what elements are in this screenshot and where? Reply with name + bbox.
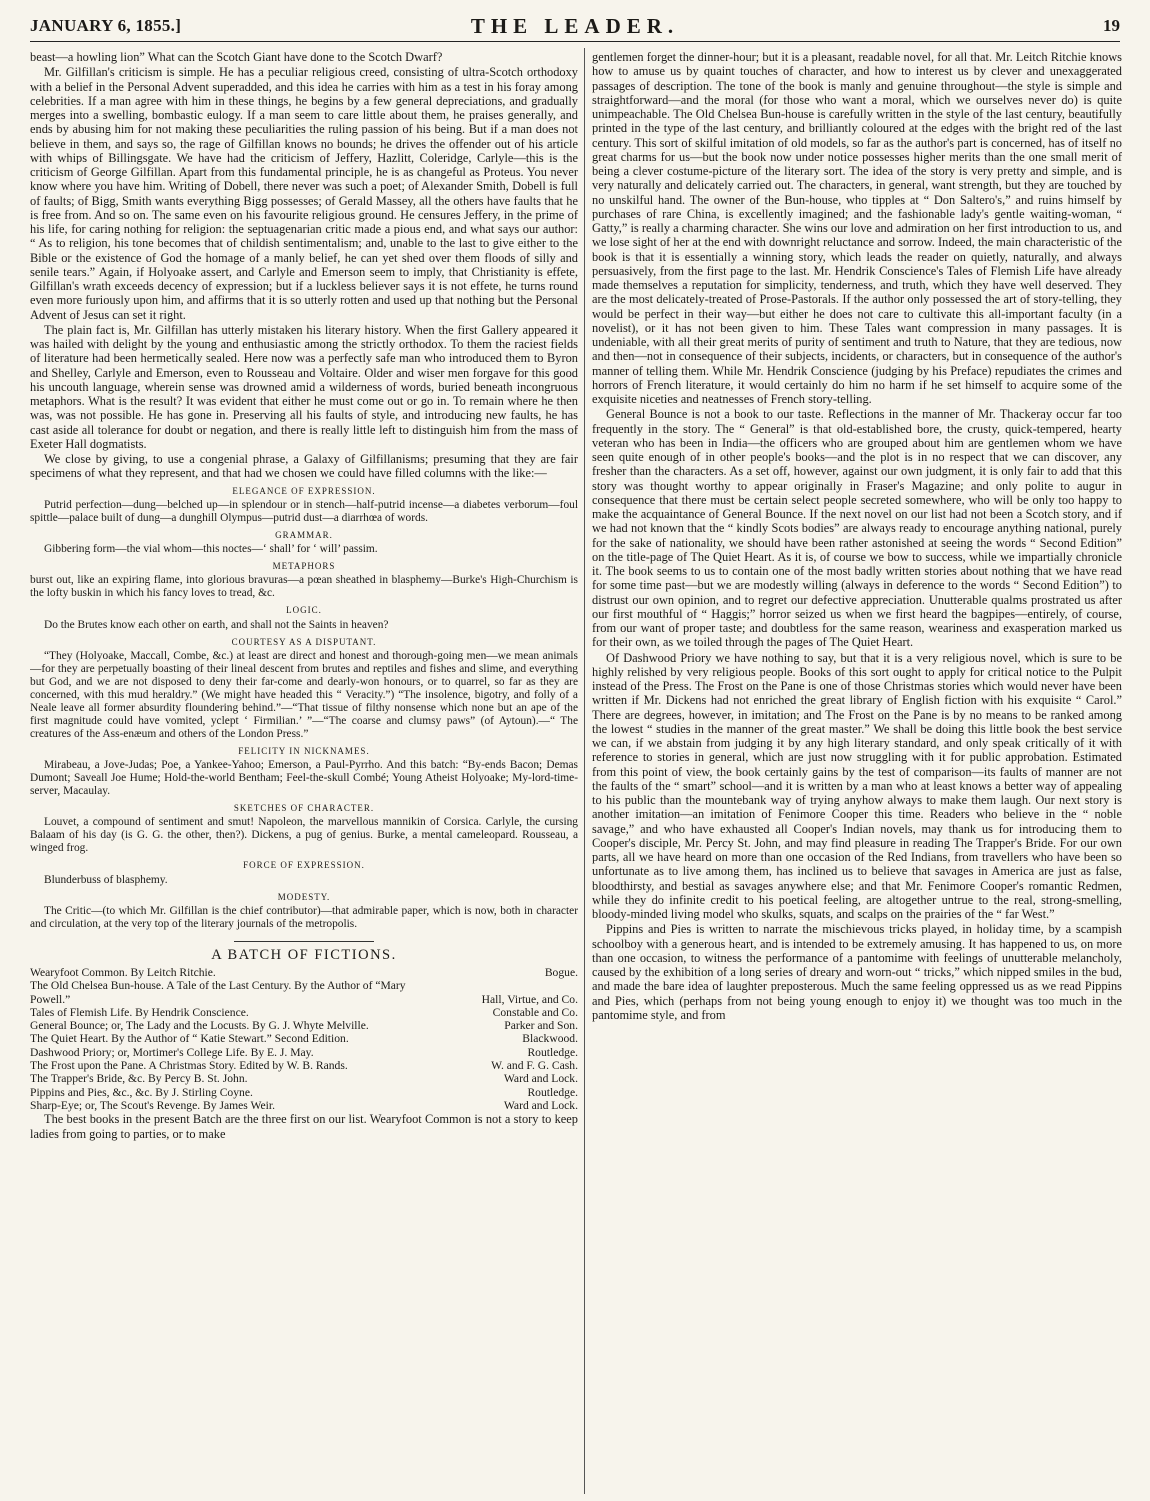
book-entry — [30, 1086, 578, 1099]
book-publisher: Parker and Son. — [504, 1019, 578, 1033]
book-publisher: Ward and Lock. — [503, 1098, 578, 1112]
book-title: Sharp-Eye; or, The Scout's Revenge. By James Weir. — [30, 1098, 275, 1112]
quotation: Louvet, a compound of sentiment and smut! Napoleon, the marvellous mannikin of Corsica. Carlyle, the cursing Balaam of his day (is G. G. the other, then?). Dickens, a pug of genius. Burke, a mental cameleopard. Rousseau, a winged frog. — [30, 816, 578, 855]
quotation: Blunderbuss of blasphemy. — [44, 873, 168, 886]
quotation: “They (Holyoake, Maccall, Combe, &c.) at least are direct and honest and thorough-going men—we mean animals—for they are perpetually boasting of their lineal descent from brutes and reptiles and fishes and slime, and everything but God, and we are not disposed to deny their far-come and dearly-won honours, or to quarrel, so far as they are concerned, with this mud heraldry.” (We might have headed this “ Veracity.”) “The insolence, bigotry, and folly of a Neale leave all former absurdity floundering behind.”—“That tissue of filthy nonsense which none but an ape of the first magnitude could have vomited, yclept ‘ Firmilian.’ ”—“The coarse and clumsy paws” (of Aytoun).—“ The creatures of the Ass-enæum and others of the London Press.” — [30, 649, 578, 740]
quotation: Do the Brutes know each other on earth, and shall not the Saints in heaven? — [44, 618, 389, 631]
book-publisher: Routledge. — [527, 1045, 578, 1059]
quotation: Putrid perfection—dung—belched up—in splendour or in stench—half-putrid incense—a diabetes verborum—foul spittle—palace built of dung—a dunghill Olympus—putrid dust—a diarrhœa of words. — [30, 498, 578, 524]
page-header — [30, 12, 1120, 42]
book-title: Pippins and Pies, &c., &c. By J. Stirling Coyne. — [30, 1085, 253, 1099]
book-publisher: Blackwood. — [522, 1032, 578, 1046]
subheading: METAPHORS — [272, 561, 336, 571]
subheading: LOGIC. — [286, 605, 322, 616]
book-entry — [30, 979, 578, 1006]
paragraph: Of Dashwood Priory we have nothing to say, but that it is a very religious novel, which is sure to be highly relished by very religious people. Books of this sort ought to apply for critical notice to the Pulpit instead of the Press. The Frost on the Pane is one of those Christmas stories which would never have been written if Mr. Dickens had not enriched the great library of English fiction with his exquisite “ Carol.” There are degrees, however, in imitation; and The Frost on the Pane is by no means to be ranked among the lowest “ studies in the manner of the great master.” We shall be doing this little book the best service we can, if we abstain from judging it by any high literary standard, and only speak critically of it with reference to stories in general, which are just now struggling with it for public approbation. Estimated from this point of view, the book certainly gains by the test of comparison—its faults of manner are not the faults of the “ smart” school—and it is written by a man who at least knows a better way of appealing to his public than the mountebank way of trying anyhow always to make them laugh. Our next story is another imitation—an imitation of Fenimore Cooper this time. Readers who believe in the “ noble savage,” and who have exhausted all Cooper's Indian novels, may thank us for introducing them to Cooper's disciple, Mr. Percy St. John, and may find pleasure in reading The Trapper's Bride. For our own parts, all we have heard on more than one occasion of the Red Indians, from travellers who have been so unfortunate as to live among them, has inclined us to believe that savages in America are just as false, bloodthirsty, and bestial as savages anywhere else; and that Mr. Fenimore Cooper's romantic Redmen, while they do infinite credit to his poetical feeling, are altogether untrue to the real, strong-smelling, bloody-minded living model who skulks, squats, and scalps on the prairies of the “ far West.” — [592, 650, 1122, 921]
paragraph: We close by giving, to use a congenial phrase, a Galaxy of Gilfillanisms; presuming that they are fair specimens of what they represent, and that had we chosen we could have filled columns with the like:— — [30, 452, 578, 481]
section-rule — [234, 941, 374, 942]
paragraph: beast—a howling lion” What can the Scotch Giant have done to the Scotch Dwarf? — [30, 50, 443, 64]
book-title: The Old Chelsea Bun-house. A Tale of the Last Century. By the Author of “Mary Powell.” — [30, 979, 406, 1006]
masthead-title: THE LEADER. — [470, 14, 680, 38]
book-title: The Quiet Heart. By the Author of “ Katie Stewart.” Second Edition. — [30, 1032, 349, 1046]
book-entry — [30, 1099, 578, 1112]
paragraph: Mr. Gilfillan's criticism is simple. He has a peculiar religious creed, consisting of ultra-Scotch orthodoxy with a belief in the Personal Advent superadded, and this idea he carries with him as a test in his foray among celebrities. If a man agree with him in these things, he begins by a few general depreciations, and gradually merges into a swelling, bombastic eulogy. If a man seem to care little about them, he praises generally, and ends by abusing him for not making these peculiarities the ruling passion of his being. But if a man does not believe in them, and says so, the rage of Gilfillan knows no bounds; he drives the offender out of his article with whips of Billingsgate. We have had the criticism of Jeffery, Hazlitt, Coleridge, Carlyle—this is the criticism of George Gilfillan. Apart from this fundamental principle, he is as changeful as Proteus. You never know where you have him. Writing of Dobell, there never was such a poet; of Alexander Smith, Dobell is full of faults; of Bigg, Smith wants everything Bigg possesses; of Gerald Massey, all the others have faults that he is free from. And so on. The same even on his favourite religious ground. He censures Jeffery, in the prime of his life, for caring nothing for religion: the septuagenarian critic made a pious end, and what says our author: “ As to religion, his tone becomes that of childish sentimentalism; and, unable to the last to give either to the Bible or the existence of God the homage of a manly belief, he can yet shed over them floods of silly and senile tears.” Again, if Holyoake assert, and Carlyle and Emerson seem to imply, that Christianity is effete, Gilfillan's wrath exceeds decency of expression; but if a luckless believer says it is not effete, he turns round even more furiously upon him, and affirms that it is so utterly rotten and used up that nothing but the Personal Advent of Jesus can set it right. — [30, 65, 578, 322]
book-publisher: Bogue. — [544, 966, 578, 979]
subheading: GRAMMAR. — [275, 529, 333, 540]
book-publisher: W. and F. G. Cash. — [491, 1059, 578, 1073]
book-title: Tales of Flemish Life. By Hendrik Conscience. — [30, 1005, 249, 1019]
gilfillanisms-list — [30, 484, 578, 931]
book-title: The Trapper's Bride, &c. By Percy B. St. John. — [30, 1072, 248, 1086]
column-divider — [584, 48, 585, 1494]
book-title: Dashwood Priory; or, Mortimer's College Life. By E. J. May. — [30, 1045, 314, 1059]
section-title: A BATCH OF FICTIONS. — [211, 946, 397, 963]
book-list — [30, 966, 578, 1112]
book-entry — [30, 1019, 578, 1032]
book-entry — [30, 1032, 578, 1045]
book-title: The Frost upon the Pane. A Christmas Story. Edited by W. B. Rands. — [30, 1059, 348, 1073]
subheading: SKETCHES OF CHARACTER. — [233, 803, 375, 813]
subheading: ELEGANCE OF EXPRESSION. — [232, 485, 376, 496]
subheading: FELICITY IN NICKNAMES. — [238, 745, 370, 756]
left-column — [30, 50, 578, 1490]
paragraph: General Bounce is not a book to our taste. Reflections in the manner of Mr. Thackeray occur far too frequently in the story. The “ General” is that old-established bore, the crusty, quick-tempered, hearty veteran who has been in India—the officers who are grouped about him are gentlemen whom we have seen quite enough of in other people's books—and the plot is in no respect that we can discover, any fresher than the characters. As a set off, however, against our own judgment, it is only fair to add that this story was thought worthy to appear originally in Fraser's Magazine; and only polite to augur in consequence that there must be certain select people secreted somewhere, who will be only too happy to make the acquaintance of General Bounce. If the next novel on our list had not been a Scotch story, and if we had not known that the “ kindly Scots bodies” are always ready to encourage anything national, purely for the sake of nationality, we should have been rather astonished at seeing the words “ Second Edition” on the title-page of The Quiet Heart. As it is, of course we bow to success, while we impartially chronicle it. The book seems to us to contain one of the most badly written stories about nothing that we have read for some time past—but we are modestly willing (always in deference to the words “ Second Edition”) to distrust our own opinion, and to regret our defective appreciation. Unutterable qualms prostrated us after our first mouthful of “ Haggis;” horror seized us when we first heard the bagpipes—entirely, of course, from our want of proper taste; and doubtless for the same reason, weariness and exasperation marked us for their own, as we toiled through the pages of The Quiet Heart. — [592, 407, 1122, 650]
quotation: Gibbering form—the vial whom—this noctes—‘ shall’ for ‘ will’ passim. — [44, 543, 378, 555]
book-title: General Bounce; or, The Lady and the Locusts. By G. J. Whyte Melville. — [30, 1019, 369, 1033]
quotation: Mirabeau, a Jove-Judas; Poe, a Yankee-Yahoo; Emerson, a Paul-Pyrrho. And this batch: “By-ends Bacon; Demas Dumont; Saveall Joe Hume; Hold-the-world Bentham; Feel-the-skull Combé; Young Atheist Holyoake; My-lord-time-server, Macaulay. — [30, 759, 578, 797]
paragraph: The plain fact is, Mr. Gilfillan has utterly mistaken his literary history. When the first Gallery appeared it was hailed with delight by the young and enthusiastic among the strictly orthodox. To them the raciest fields of literature had been hermetically sealed. Here now was a perfectly safe man who introduced them to Byron and Shelley, Carlyle and Emerson, even to Rousseau and Voltaire. Older and wiser men forgave for this good his uncouth language, wherein sense was drowned amid a wilderness of words, buried beneath incongruous metaphors. What is the result? It was evident that either he must come out or go in. To remain where he then was, was not possible. He has gone in. Preserving all his faults of style, and introducing new faults, he has cast aside all tolerance for doubt or negation, and there is really little left to distinguish him from the mass of Exeter Hall dogmatists. — [30, 322, 578, 451]
book-publisher: Constable and Co. — [492, 1005, 578, 1019]
quotation: The Critic—(to which Mr. Gilfillan is the chief contributor)—that admirable paper, which is now, both in character and circulation, at the very top of the literary journals of the metropolis. — [30, 904, 578, 930]
book-entry — [30, 1006, 578, 1019]
book-title: Wearyfoot Common. By Leitch Ritchie. — [30, 966, 216, 979]
book-entry — [30, 1046, 578, 1059]
page-number: 19 — [1103, 16, 1120, 35]
book-publisher: Ward and Lock. — [503, 1072, 578, 1086]
subheading: MODESTY. — [277, 891, 331, 902]
book-entry — [30, 1072, 578, 1085]
issue-date: JANUARY 6, 1855.] — [30, 16, 182, 35]
subheading: FORCE OF EXPRESSION. — [243, 860, 365, 871]
book-publisher: Hall, Virtue, and Co. — [481, 992, 578, 1006]
subheading: COURTESY AS A DISPUTANT. — [231, 636, 377, 647]
right-column — [592, 50, 1122, 1490]
book-entry — [30, 966, 578, 979]
paragraph: The best books in the present Batch are the three first on our list. Wearyfoot Common is not a story to keep ladies from going to parties, or to make — [30, 1112, 578, 1141]
book-publisher: Routledge. — [527, 1085, 578, 1099]
book-entry — [30, 1059, 578, 1072]
quotation: burst out, like an expiring flame, into glorious bravuras—a pœan sheathed in blasphemy—Burke's High-Churchism is the lofty buskin in which his fancy loves to tread, &c. — [30, 574, 578, 600]
paragraph: gentlemen forget the dinner-hour; but it is a pleasant, readable novel, for all that. Mr. Leitch Ritchie knows how to amuse us by quaint touches of character, and how to interest us by clever and unexaggerated passages of description. The tone of the book is manly and genuine throughout—the style is simple and straightforward—and the moral (for those who want a moral, which we ourselves never do) is quite unimpeachable. The Old Chelsea Bun-house is carefully written in the style of the last century, beautifully printed in the type of the last century, and brilliantly coloured at the edges with the bright red of the last century. This sort of skilful imitation of old models, so far as the author's part is concerned, has of itself no great charms for us—but the book now under notice possesses higher merits than the one small merit of being a clever costume-picture of the literary sort. The idea of the story is very pretty and simple, and is very naturally and delicately carried out. The characters, in general, want strength, but they are touched by no unskilful hand. The owner of the Bun-house, who tipples at “ Don Saltero's,” and ruins himself by purchases of rare China, is excellently imagined; and the fashionable lady's gentle waiting-woman, “ Gatty,” is really a charming character. She wins our love and admiration on her first introduction to us, and we lose sight of her at the end with downright reluctance and sorrow. Indeed, the main characteristic of the book is that it is essentially a winning story, which leads the reader on quietly, naturally, and always persuasively, from the first page to the last. Mr. Hendrik Conscience's Tales of Flemish Life have already made themselves a reputation for simplicity, tenderness, and truth, which they have well deserved. They are the most delicately-treated of Prose-Pastorals. If the author only possessed the art of story-telling, they would be perfect in their way—but either he does not care to cultivate this all-important faculty (in a novelist), or it has not been given to him. These Tales want compression in many passages. It is undeniable, with all their great merits of purity of sentiment and truth to Nature, that they are tedious, now and then—not in consequence of their subjects, incidents, or characters, but in consequence of the author's manner of telling them. While Mr. Hendrik Conscience (judging by his Preface) repudiates the crimes and horrors of French literature, it would certainly do him no harm if he set himself to acquire some of the exquisite niceties and neatnesses of French story-telling. — [592, 50, 1122, 406]
paragraph: Pippins and Pies is written to narrate the mischievous tricks played, in holiday time, by a scampish schoolboy with a generous heart, and is intended to be extremely amusing. It has happened to us, on more than one occasion, to witness the performance of a pantomime with feelings of unutterable melancholy, caused by the exhibition of a long series of dreary and worn-out “ tricks,” which nipped smiles in the bud, and made the bare idea of laughter preposterous. Much the same feeling oppressed us as we read Pippins and Pies, which (perhaps from not being young enough to enjoy it) we thought was too much in the pantomime style, and from — [592, 922, 1122, 1022]
